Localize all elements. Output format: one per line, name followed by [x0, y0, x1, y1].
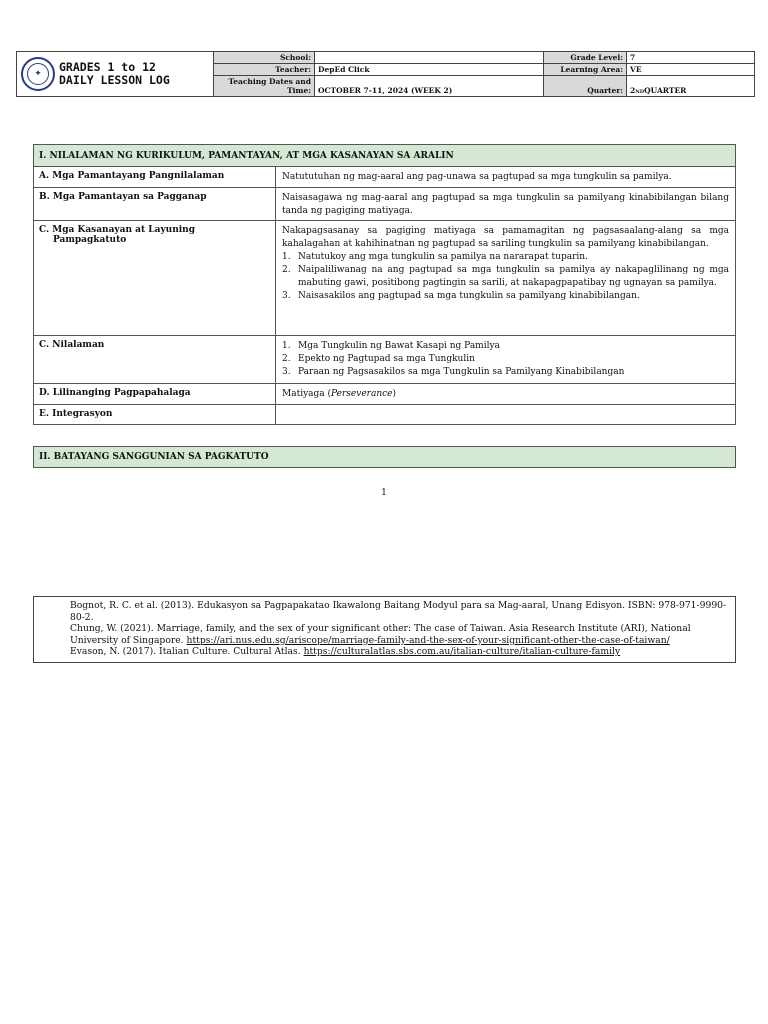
- row-content: Natututuhan ng mag-aaral ang pag-unawa sa pagtupad sa mga tungkulin sa pamilya.: [282, 172, 672, 182]
- list-text: Paraan ng Pagsasakilos sa mga Tungkulin sa Pamilyang Kinabibilangan: [298, 367, 625, 377]
- teaching-dates-label: Teaching Dates and Time:: [214, 76, 315, 96]
- table-row: [34, 166, 735, 187]
- reference-text: Evason, N. (2017). Italian Culture. Cultural Atlas.: [70, 646, 304, 658]
- value-text: Matiyaga: [282, 389, 325, 399]
- grade-level-label: Grade Level:: [544, 52, 627, 64]
- list-item: [282, 340, 729, 353]
- curriculum-section: [33, 144, 736, 425]
- table-row: [34, 220, 735, 335]
- document-title: [59, 61, 170, 87]
- row-label: A. Mga Pamantayang Pangnilalaman: [34, 167, 276, 187]
- learning-area-label: Learning Area:: [544, 64, 627, 76]
- list-number: 3.: [282, 367, 291, 377]
- title-line-2: DAILY LESSON LOG: [59, 73, 170, 87]
- reference-item: [70, 600, 729, 623]
- reference-item: [70, 646, 729, 658]
- row-label: B. Mga Pamantayan sa Pagganap: [34, 188, 276, 220]
- quarter-word: QUARTER: [644, 86, 687, 95]
- list-item: [282, 251, 729, 264]
- teacher-value: DepEd Click: [315, 64, 544, 76]
- table-row: [34, 335, 735, 383]
- curriculum-section-title: I. NILALAMAN NG KURIKULUM, PAMANTAYAN, AT MGA KASANAYAN SA ARALIN: [34, 145, 735, 166]
- list-text: Naipaliliwanag na ang pagtupad sa mga tungkulin sa pamilya ay nakapaglilinang ng mga mabuting gawi, positibong pagtingin sa sarili, at nakapagpapatibay ng ugnayan sa pamilya.: [298, 265, 729, 288]
- header-info-grid: [214, 52, 754, 96]
- list-item: [282, 290, 729, 303]
- reference-link[interactable]: https://culturalatlas.sbs.com.au/italian-culture/italian-culture-family: [303, 646, 621, 658]
- row-label: [34, 221, 276, 335]
- teacher-label: Teacher:: [214, 64, 315, 76]
- row-content: [276, 336, 735, 383]
- row-content: [276, 221, 735, 335]
- table-row: [34, 404, 735, 424]
- reference-text: Bognot, R. C. et al. (2013). Edukasyon sa Pagpapakatao Ikawalong Baitang Modyul para sa Mag-aaral, Unang Edisyon. ISBN: 978-971-9990-80-2.: [70, 600, 727, 623]
- learning-area-value: VE: [627, 64, 754, 76]
- list-text: Natutukoy ang mga tungkulin sa pamilya na nararapat tuparin.: [298, 252, 588, 262]
- row-label: D. Lilinanging Pagpapahalaga: [34, 384, 276, 404]
- seal-emblem-icon: ✦: [27, 63, 49, 85]
- reference-list: [33, 596, 736, 663]
- list-text: Naisasakilos ang pagtupad sa mga tungkulin sa pamilyang kinabibilangan.: [298, 291, 640, 301]
- list-number: 2.: [282, 265, 291, 275]
- list-item: [282, 366, 729, 379]
- school-label: School:: [214, 52, 315, 64]
- school-value: [315, 52, 544, 64]
- row-content: Naisasagawa ng mag-aaral ang pagtupad sa mga tungkulin sa pamilyang kinabibilangan bilang tanda ng pagiging matiyaga.: [282, 193, 729, 216]
- quarter-label: Quarter:: [544, 76, 627, 96]
- list-item: [282, 353, 729, 366]
- list-text: Mga Tungkulin ng Bawat Kasapi ng Pamilya: [298, 341, 500, 351]
- page-number: 1: [381, 488, 387, 498]
- table-row: [34, 383, 735, 404]
- competency-list: [282, 251, 729, 303]
- reference-item: [70, 623, 729, 646]
- references-section: [33, 446, 736, 468]
- teaching-dates-value: OCTOBER 7-11, 2024 (WEEK 2): [315, 76, 544, 96]
- list-number: 1.: [282, 341, 291, 351]
- row-content: Matiyaga (Perseverance): [282, 389, 397, 399]
- reference-link[interactable]: https://ari.nus.edu.sg/ariscope/marriage-family-and-the-sex-of-your-significant-other-the-case-of-taiwan/: [186, 634, 670, 646]
- table-row: [34, 187, 735, 220]
- row-content: [276, 405, 735, 424]
- list-number: 2.: [282, 354, 291, 364]
- lesson-log-header: [16, 51, 755, 97]
- competency-intro: Nakapagsasanay sa pagiging matiyaga sa pamamagitan ng pagsasaalang-alang sa mga kahalagahan at kahihinatnan ng pagtupad sa sariling tungkulin sa pamilyang kinabibilangan.: [282, 226, 729, 249]
- list-number: 1.: [282, 252, 291, 262]
- row-label-text: C. Mga Kasanayan at Layuning Pampagkatuto: [39, 225, 196, 245]
- list-text: Epekto ng Pagtupad sa mga Tungkulin: [298, 354, 475, 364]
- reference-text: Chung, W. (2021). Marriage, family, and the sex of your significant other: The case of Taiwan. Asia Research Institute (ARI), National University of Singapore.: [70, 623, 691, 646]
- quarter-number: 2: [630, 86, 636, 95]
- value-english: Perseverance: [331, 389, 393, 399]
- row-label: E. Integrasyon: [34, 405, 276, 424]
- references-section-title: II. BATAYANG SANGGUNIAN SA PAGKATUTO: [34, 447, 735, 467]
- list-item: [282, 264, 729, 290]
- deped-seal-icon: [21, 57, 55, 91]
- list-number: 3.: [282, 291, 291, 301]
- grade-level-value: 7: [627, 52, 754, 64]
- quarter-value: [627, 76, 754, 96]
- header-logo-cell: [17, 52, 214, 96]
- quarter-suffix: ND: [635, 89, 645, 95]
- row-label: C. Nilalaman: [34, 336, 276, 383]
- content-list: [282, 340, 729, 379]
- title-line-1: GRADES 1 to 12: [59, 60, 156, 74]
